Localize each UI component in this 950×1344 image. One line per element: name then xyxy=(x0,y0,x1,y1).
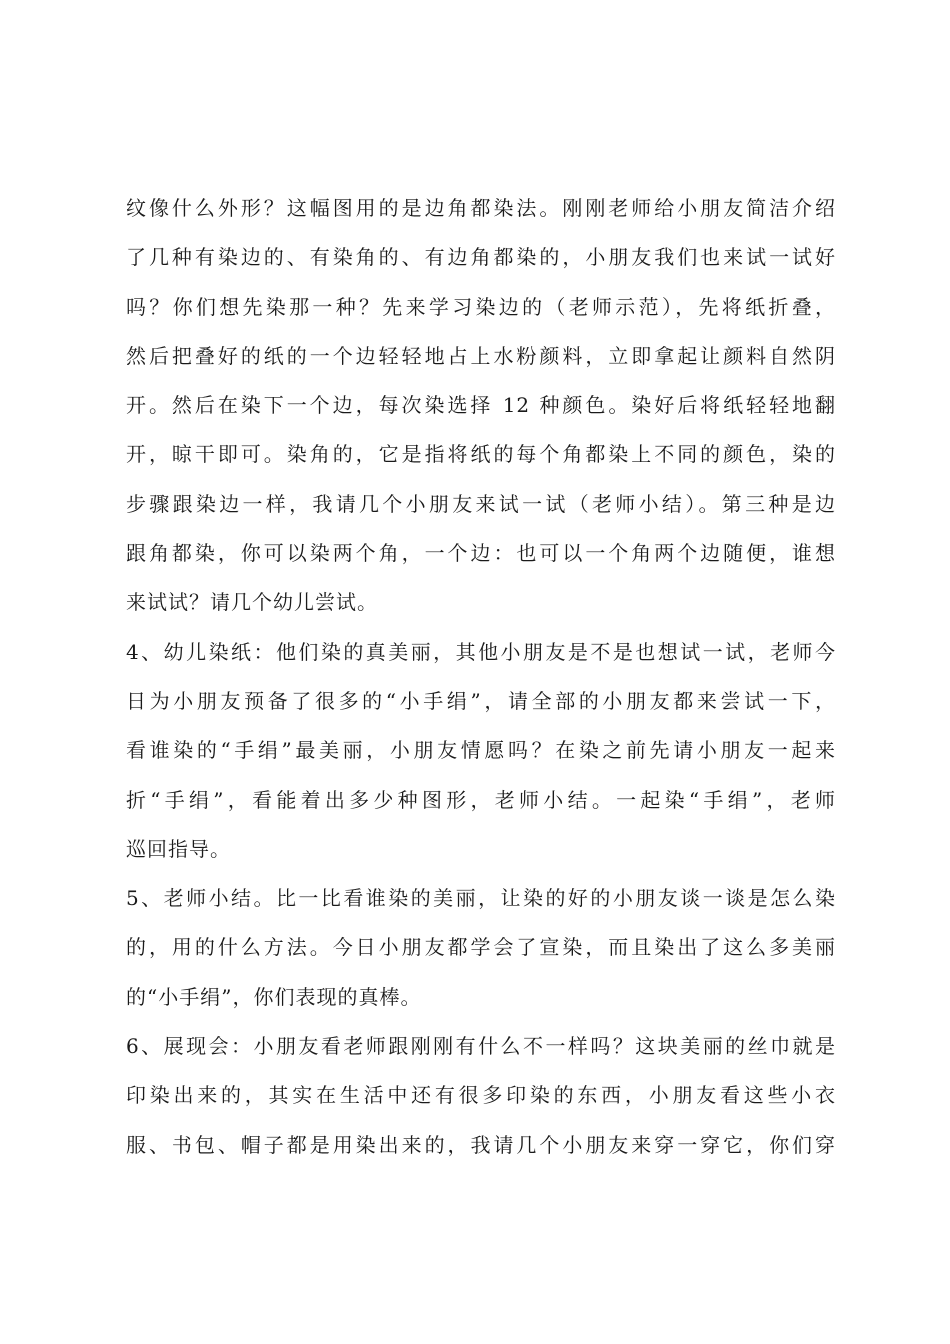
document-body xyxy=(126,184,836,1170)
text-line: 来试试？请几个幼儿尝试。 xyxy=(126,590,378,615)
text-line: 然后把叠好的纸的一个边轻轻地占上水粉颜料，立即拿起让颜料自然阴 xyxy=(126,343,836,368)
text-line: 看谁染的“手绢”最美丽，小朋友情愿吗？在染之前先请小朋友一起来 xyxy=(126,738,836,763)
text-line: 开，晾干即可。染角的，它是指将纸的每个角都染上不同的颜色，染的 xyxy=(126,442,836,467)
text-line: 了几种有染边的、有染角的、有边角都染的，小朋友我们也来试一试好 xyxy=(126,245,836,270)
text-line: 步骤跟染边一样，我请几个小朋友来试一试（老师小结）。第三种是边 xyxy=(126,491,836,516)
text-line: 服、书包、帽子都是用染出来的，我请几个小朋友来穿一穿它，你们穿 xyxy=(126,1132,836,1157)
text-line: 巡回指导。 xyxy=(126,836,231,861)
text-line: 6、展现会：小朋友看老师跟刚刚有什么不一样吗？这块美丽的丝巾就是 xyxy=(126,1034,836,1059)
text-line: 5、老师小结。比一比看谁染的美丽，让染的好的小朋友谈一谈是怎么染 xyxy=(126,886,836,911)
text-line: 折“手绢”，看能着出多少种图形，老师小结。一起染“手绢”，老师 xyxy=(126,787,836,812)
text-line: 印染出来的，其实在生活中还有很多印染的东西，小朋友看这些小衣 xyxy=(126,1083,836,1108)
text-line: 吗？你们想先染那一种？先来学习染边的（老师示范），先将纸折叠， xyxy=(126,294,836,319)
text-line: 日为小朋友预备了很多的“小手绢”，请全部的小朋友都来尝试一下， xyxy=(126,688,836,713)
text-line: 开。然后在染下一个边，每次染选择 12 种颜色。染好后将纸轻轻地翻 xyxy=(126,393,836,418)
text-line: 的，用的什么方法。今日小朋友都学会了宣染，而且染出了这么多美丽 xyxy=(126,935,836,960)
text-line: 纹像什么外形？这幅图用的是边角都染法。刚刚老师给小朋友简洁介绍 xyxy=(126,196,836,220)
text-line: 4、幼儿染纸：他们染的真美丽，其他小朋友是不是也想试一试，老师今 xyxy=(126,639,836,664)
text-line: 跟角都染，你可以染两个角，一个边：也可以一个角两个边随便，谁想 xyxy=(126,541,836,566)
text-line: 的“小手绢”，你们表现的真棒。 xyxy=(126,984,422,1009)
